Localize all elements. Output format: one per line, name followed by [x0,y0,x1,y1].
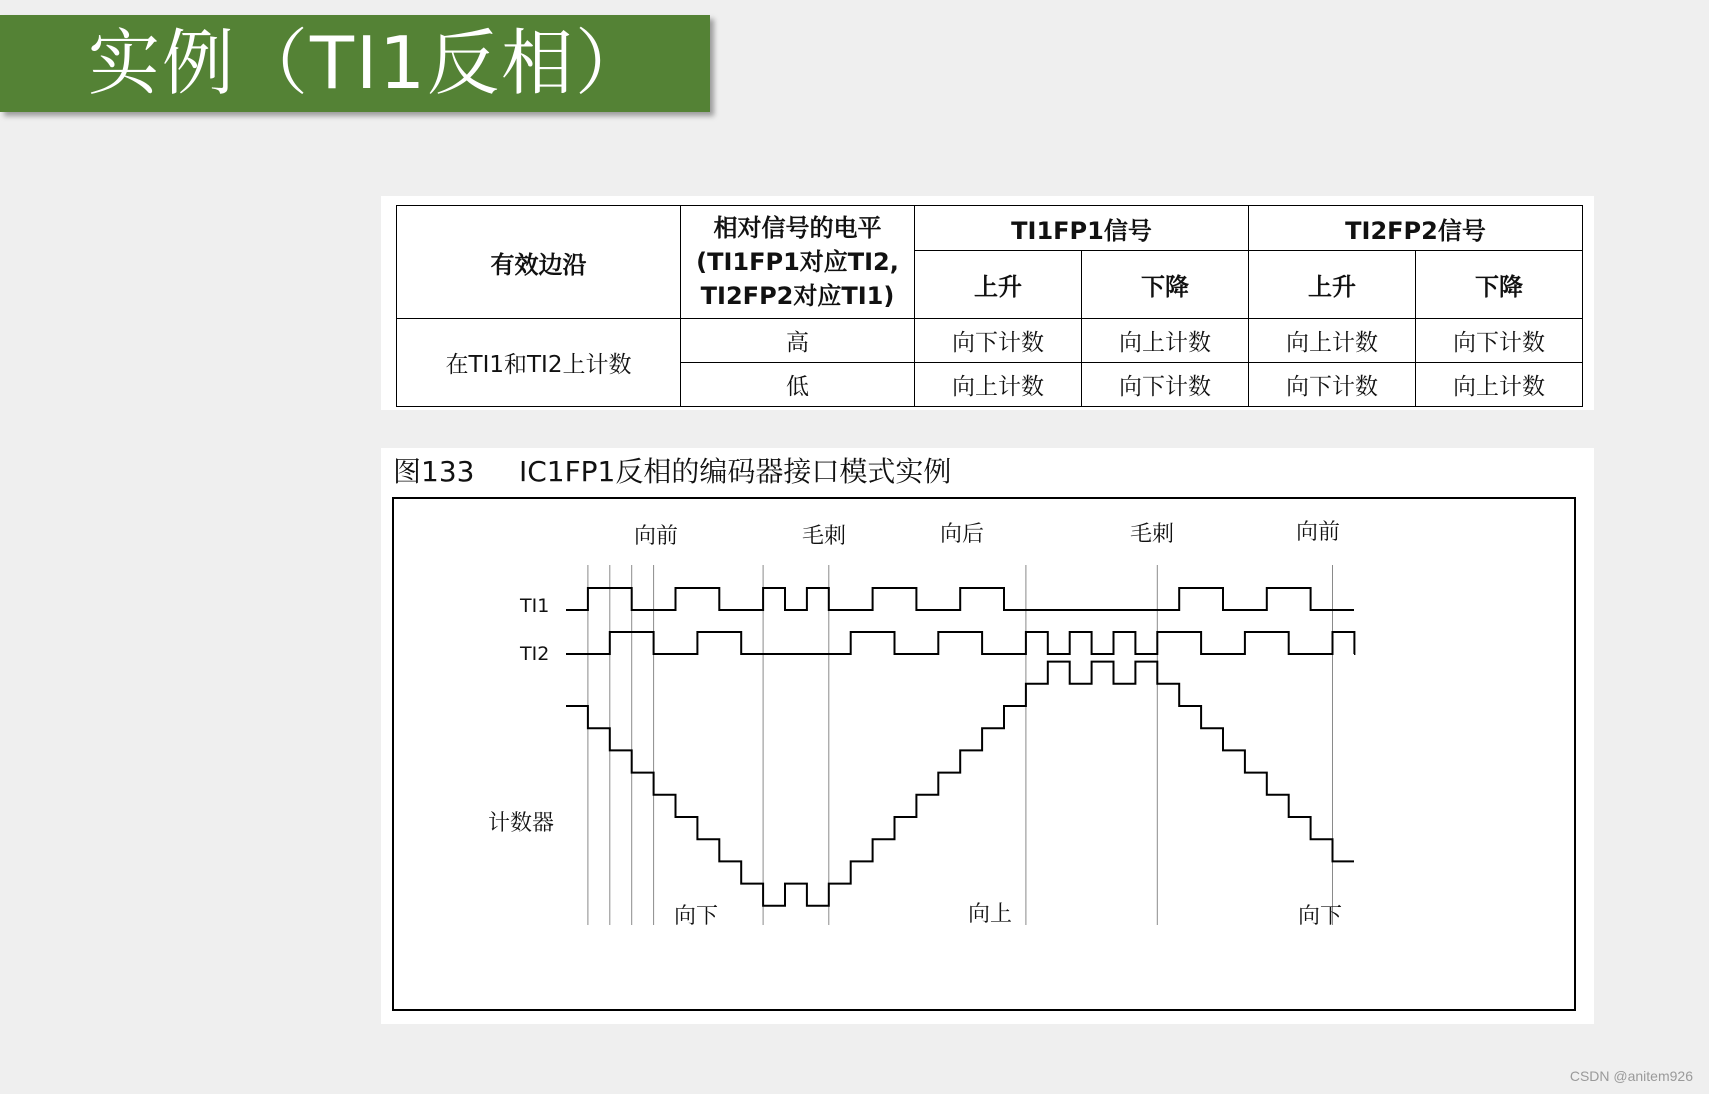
counter-label: 计数器 [488,811,555,836]
ti1-waveform [566,588,1354,610]
phase-forward-1: 向前 [633,524,679,549]
phase-glitch-2: 毛刺 [1129,522,1175,547]
direction-down-2: 向下 [1297,904,1343,929]
header-valid-edge: 有效边沿 [397,206,681,319]
level-low: 低 [681,363,915,407]
ti2-label: TI2 [520,643,550,665]
cell-low-ti2-fall: 向上计数 [1416,363,1583,407]
timing-diagram-svg [394,499,1574,1009]
header-ti1-rise: 上升 [915,251,1082,319]
header-level-line3: TI2FP2对应TI1) [700,282,895,310]
direction-up: 向上 [967,902,1013,927]
cell-high-ti1-rise: 向下计数 [915,319,1082,363]
title-banner [0,15,710,112]
level-high: 高 [681,319,915,363]
header-level-line1: 相对信号的电平 [713,214,882,242]
phase-glitch-1: 毛刺 [801,524,847,549]
ti1-label: TI1 [520,595,550,617]
encoder-mode-table [396,205,1583,407]
header-ti2fp2: TI2FP2信号 [1249,206,1583,251]
figure-caption: 图133 IC1FP1反相的编码器接口模式实例 [393,455,952,488]
header-ti1-fall: 下降 [1082,251,1249,319]
direction-down-1: 向下 [673,904,719,929]
ti2-waveform [566,632,1354,654]
header-ti2-fall: 下降 [1416,251,1583,319]
header-ti1fp1: TI1FP1信号 [915,206,1249,251]
timing-diagram [392,497,1576,1011]
cell-low-ti1-fall: 向下计数 [1082,363,1249,407]
header-ti2-rise: 上升 [1249,251,1416,319]
slide-title: 实例（TI1反相） [88,21,650,105]
cell-high-ti2-rise: 向上计数 [1249,319,1416,363]
header-relative-level [681,206,915,319]
phase-forward-2: 向前 [1295,520,1341,545]
cell-low-ti2-rise: 向下计数 [1249,363,1416,407]
counter-waveform [566,662,1354,906]
cell-high-ti2-fall: 向下计数 [1416,319,1583,363]
header-level-line2: (TI1FP1对应TI2, [696,248,899,276]
cell-low-ti1-rise: 向上计数 [915,363,1082,407]
phase-backward: 向后 [939,522,985,547]
row-label-count-both: 在TI1和TI2上计数 [397,319,681,407]
cell-high-ti1-fall: 向上计数 [1082,319,1249,363]
watermark: CSDN @anitem926 [1569,1068,1693,1084]
